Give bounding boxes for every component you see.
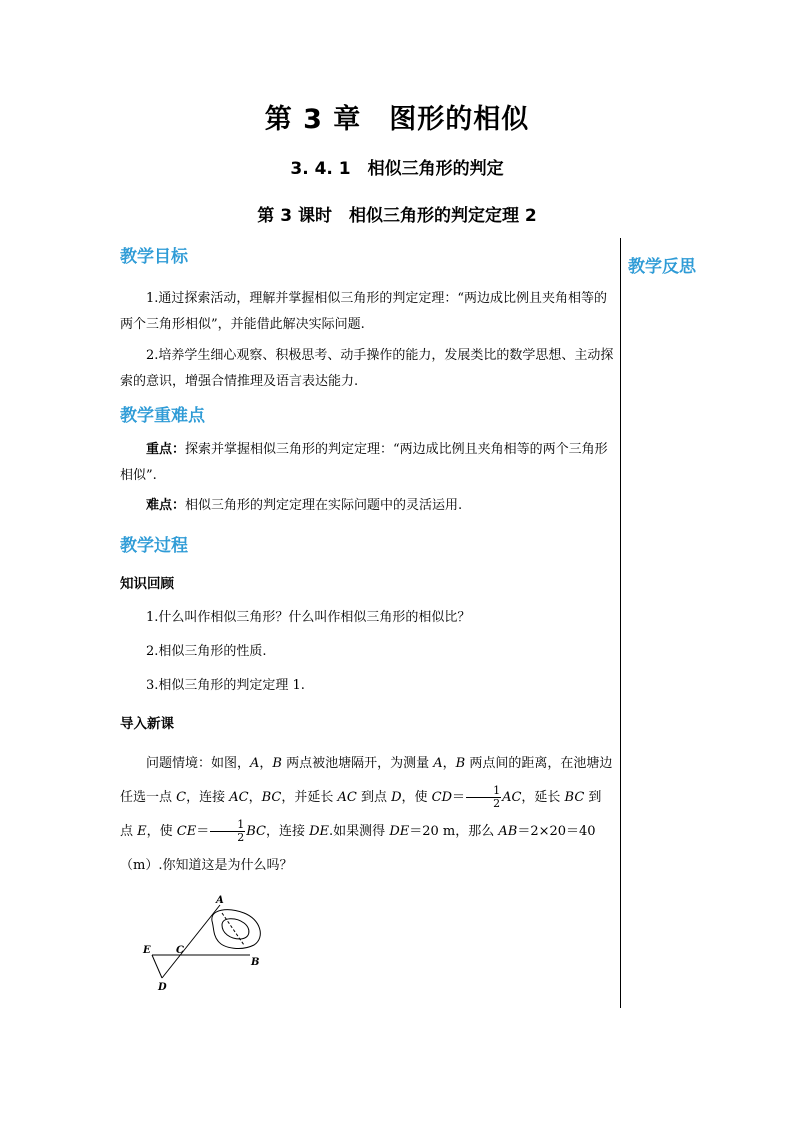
chapter-title: 第 3 章 图形的相似 [264,104,530,135]
difficult-text: 相似三角形的判定定理在实际问题中的灵活运用. [185,498,463,513]
var-e: E [137,824,147,839]
var-ac: AC [229,790,249,805]
label-b: B [251,957,260,968]
fraction-numerator: 1 [210,819,245,832]
text: ＝20 m，那么 [409,824,499,839]
intro-heading: 导入新课 [120,716,174,732]
var-b: B [455,756,466,771]
text: 两点间的距离，在池塘边任选一点 [120,756,613,805]
var-a: A [250,756,260,771]
objectives-heading: 教学目标 [120,247,188,267]
difficult-point [120,493,614,519]
label-d: D [158,982,167,993]
text: .如果测得 [329,824,390,839]
text: 问题情境：如图， [146,756,251,771]
var-de: DE [389,824,410,839]
var-d: D [391,790,402,805]
label-e: E [143,945,151,956]
key-point [120,437,614,489]
column-divider [620,238,621,1008]
var-ce: CE [176,824,197,839]
reflection-label: 教学反思 [628,257,696,277]
difficult-label: 难点： [146,498,186,513]
objective-item-1: 1.通过探索活动，理解并掌握相似三角形的判定定理：“两边成比例且夹角相等的两个三角形相似”，并能借此解决实际问题. [120,291,608,332]
label-a: A [216,895,224,906]
section-title: 3. 4. 1 相似三角形的判定 [290,159,504,179]
var-bc: BC [564,790,585,805]
equals-sign: ＝ [452,790,466,805]
review-item-1: 1.什么叫作相似三角形？什么叫作相似三角形的相似比？ [146,610,471,625]
text: ＝2×20＝40（m）.你知道这是为什么吗？ [120,824,596,873]
key-points-heading: 教学重难点 [120,406,205,426]
text: ，连接 [186,790,230,805]
var-bc: BC [261,790,282,805]
text: ， [248,790,262,805]
text: ，并延长 [281,790,338,805]
review-item-3: 3.相似三角形的判定定理 1. [146,678,305,693]
fraction-denominator: 2 [493,797,501,810]
fraction-numerator: 1 [466,785,501,798]
label-c: C [176,945,184,956]
dashed-segment-ab [222,913,244,945]
var-b: B [272,756,282,771]
equals-sign: ＝ [196,824,210,839]
pond-outline [212,910,260,949]
pond-inner [222,919,249,939]
text: ，连接 [265,824,310,839]
var-de: DE [309,824,330,839]
text: ，使 [401,790,432,805]
text: ，使 [146,824,177,839]
var-ac: AC [502,790,522,805]
pond-figure [140,893,270,993]
process-heading: 教学过程 [120,536,188,556]
text: 到点 [120,790,602,839]
lesson-title: 第 3 课时 相似三角形的判定定理 2 [257,206,537,226]
review-item-2: 2.相似三角形的性质. [146,644,267,659]
var-c: C [176,790,187,805]
text: ， [442,756,456,771]
fraction-half [210,819,245,844]
var-cd: CD [431,790,453,805]
text: 到点 [356,790,392,805]
segment-ed [152,955,162,978]
segment-ad [162,905,220,978]
var-ab: AB [498,824,518,839]
var-ac: AC [337,790,357,805]
problem-paragraph [120,747,614,883]
fraction-half [466,785,501,810]
text: 两点被池塘隔开，为测量 [281,756,434,771]
fraction-denominator: 2 [237,831,245,844]
review-heading: 知识回顾 [120,576,174,592]
objective-item-2: 2.培养学生细心观察、积极思考、动手操作的能力，发展类比的数学思想、主动探索的意识，增强合情推理及语言表达能力. [120,348,614,389]
var-bc: BC [246,824,266,839]
text: ，延长 [521,790,565,805]
key-text: 探索并掌握相似三角形的判定定理：“两边成比例且夹角相等的两个三角形相似”. [120,442,608,483]
key-label: 重点： [146,442,186,457]
text: ， [259,756,273,771]
var-a: A [433,756,443,771]
